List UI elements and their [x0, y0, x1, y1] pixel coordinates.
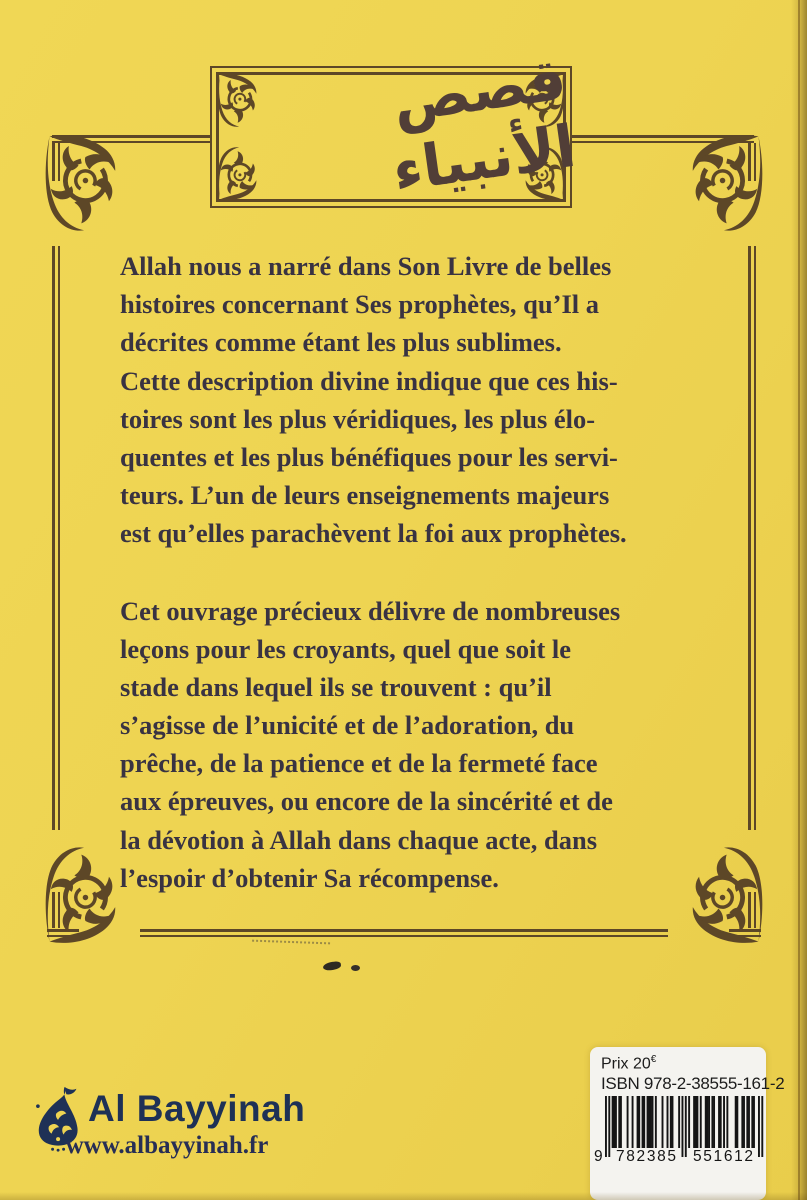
text-line: la dévotion à Allah dans chaque acte, dans	[120, 824, 598, 855]
blurb-paragraph-2	[120, 592, 688, 898]
svg-text:782385: 782385	[616, 1148, 676, 1164]
text-line: décrites comme étant les plus sublimes.	[120, 327, 562, 358]
publisher-website: www.albayyinah.fr	[65, 1132, 269, 1159]
print-smudge	[351, 965, 360, 971]
svg-text:551612: 551612	[693, 1148, 753, 1164]
text-line: s’agisse de l’unicité et de l’adoration, du	[120, 710, 575, 741]
frame-line	[748, 246, 756, 830]
text-line: teurs. L’un de leurs enseignements majeurs	[120, 480, 610, 511]
ean13-barcode	[593, 1096, 765, 1164]
title-calligraphy-panel	[210, 44, 580, 208]
isbn-text: ISBN 978-2-38555-161-2	[601, 1074, 785, 1093]
text-line: Cet ouvrage précieux délivre de nombreuses	[120, 595, 621, 626]
price-text: Prix 20€	[601, 1054, 657, 1073]
text-line: est qu’elles parachèvent la foi aux prophètes.	[120, 518, 627, 549]
text-line: quentes et les plus bénéfiques pour les servi-	[120, 441, 618, 472]
book-edge-line	[798, 0, 800, 1200]
text-line: histoires concernant Ses prophètes, qu’Il a	[120, 289, 599, 320]
text-line: aux épreuves, ou encore de la sincérité et de	[120, 786, 613, 817]
text-line: l’espoir d’obtenir Sa récompense.	[120, 862, 499, 893]
frame-line	[52, 246, 60, 830]
text-line: Allah nous a narré dans Son Livre de belles	[120, 251, 612, 281]
frame-line	[140, 929, 668, 937]
print-smudge	[252, 940, 330, 949]
svg-text:9: 9	[594, 1148, 603, 1164]
floral-corner-icon	[44, 134, 120, 234]
blurb-paragraph-1	[120, 247, 688, 553]
euro-sign: €	[650, 1054, 657, 1065]
isbn-label	[590, 1047, 785, 1200]
publisher-name: Al Bayyinah	[88, 1088, 306, 1129]
text-line: toires sont les plus véridiques, les plus élo-	[120, 403, 596, 434]
text-line: leçons pour les croyants, quel que soit le	[120, 633, 572, 664]
book-edge-shadow	[0, 1192, 807, 1200]
text-line: prêche, de la patience et de la fermeté face	[120, 748, 598, 779]
arabic-title: قصص الأنبياء	[388, 44, 580, 205]
print-smudge	[323, 961, 342, 971]
text-line: stade dans lequel ils se trouvent : qu’il	[120, 671, 552, 702]
blurb-text	[120, 247, 688, 897]
floral-corner-icon	[44, 844, 120, 944]
text-line: Cette description divine indique que ces his-	[120, 365, 618, 396]
floral-corner-icon	[688, 844, 764, 944]
floral-corner-icon	[688, 134, 764, 234]
